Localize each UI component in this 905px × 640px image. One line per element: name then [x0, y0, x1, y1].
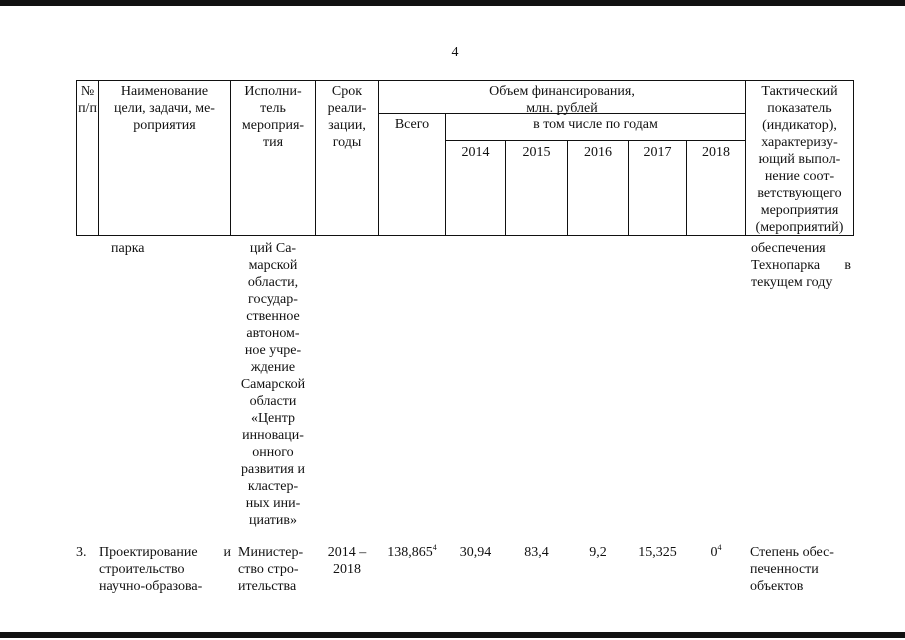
- header-total: Всего: [394, 117, 430, 132]
- row3-2015: 83,4: [524, 545, 549, 560]
- header-bottom-line: [76, 235, 853, 236]
- row3-total: [379, 544, 445, 561]
- row3-total-footnote: 4: [432, 543, 437, 552]
- header-num: № п/п: [78, 84, 97, 116]
- header-year-2015: 2015: [522, 145, 551, 160]
- row3-total-value: 138,865: [387, 545, 433, 560]
- row3-num: 3.: [76, 545, 87, 560]
- row3-name-line2: строительство: [99, 562, 185, 577]
- cont-indicator-line2: [751, 257, 851, 274]
- cont-executor: ций Са- марской области, государ- ственное автоном- ное учре- ждение Самарской области «Центр инноваци- онного развития и кластер- ных ини- циатив»: [240, 241, 306, 528]
- bottom-border: [0, 632, 905, 638]
- years-divider-line: [445, 140, 745, 141]
- cont-indicator-word2: в: [844, 258, 851, 273]
- row3-2018-footnote: 4: [717, 543, 722, 552]
- cont-indicator-line3: текущем году: [751, 275, 833, 290]
- row3-executor: Министер- ство стро- ительства: [238, 545, 304, 594]
- cont-name: парка: [111, 241, 145, 256]
- row3-name-line3: научно-образова-: [99, 579, 203, 594]
- header-name: Наименование цели, задачи, ме- роприятия: [114, 84, 215, 133]
- row3-name: [99, 544, 231, 595]
- row3-name-word2: и: [223, 545, 231, 560]
- header-indicator: Тактический показатель (индикатор), характеризу- ющий выпол- нение соот- ветствующего мероприятия (мероприятий): [755, 84, 844, 235]
- page-number: 4: [451, 45, 459, 60]
- col-line: [853, 80, 854, 236]
- header-year-2016: 2016: [584, 145, 612, 160]
- header-top-line: [76, 80, 853, 81]
- row3-name-line1: [99, 544, 231, 561]
- cont-indicator: [751, 240, 851, 291]
- header-executor: Исполни- тель мероприя- тия: [241, 84, 305, 150]
- row3-name-word1: Проектирование: [99, 545, 198, 560]
- row3-indicator: Степень обес- печенности объектов: [750, 545, 834, 594]
- header-by-years: в том числе по годам: [533, 117, 658, 132]
- top-border: [0, 0, 905, 6]
- row3-2016: 9,2: [589, 545, 607, 560]
- header-year-2018: 2018: [702, 145, 730, 160]
- cont-indicator-line1: обеспечения: [751, 241, 826, 256]
- row3-2018: [687, 544, 745, 561]
- cont-indicator-word1: Технопарка: [751, 258, 821, 273]
- row3-term: 2014 – 2018: [327, 545, 367, 577]
- header-year-2014: 2014: [461, 145, 490, 160]
- header-funding: Объем финансирования, млн. рублей: [489, 84, 635, 116]
- row3-2017: 15,325: [638, 545, 677, 560]
- header-term: Срок реали- зации, годы: [327, 84, 367, 150]
- header-year-2017: 2017: [643, 145, 672, 160]
- row3-2014: 30,94: [459, 545, 492, 560]
- row3-2018-value: 0: [710, 545, 718, 560]
